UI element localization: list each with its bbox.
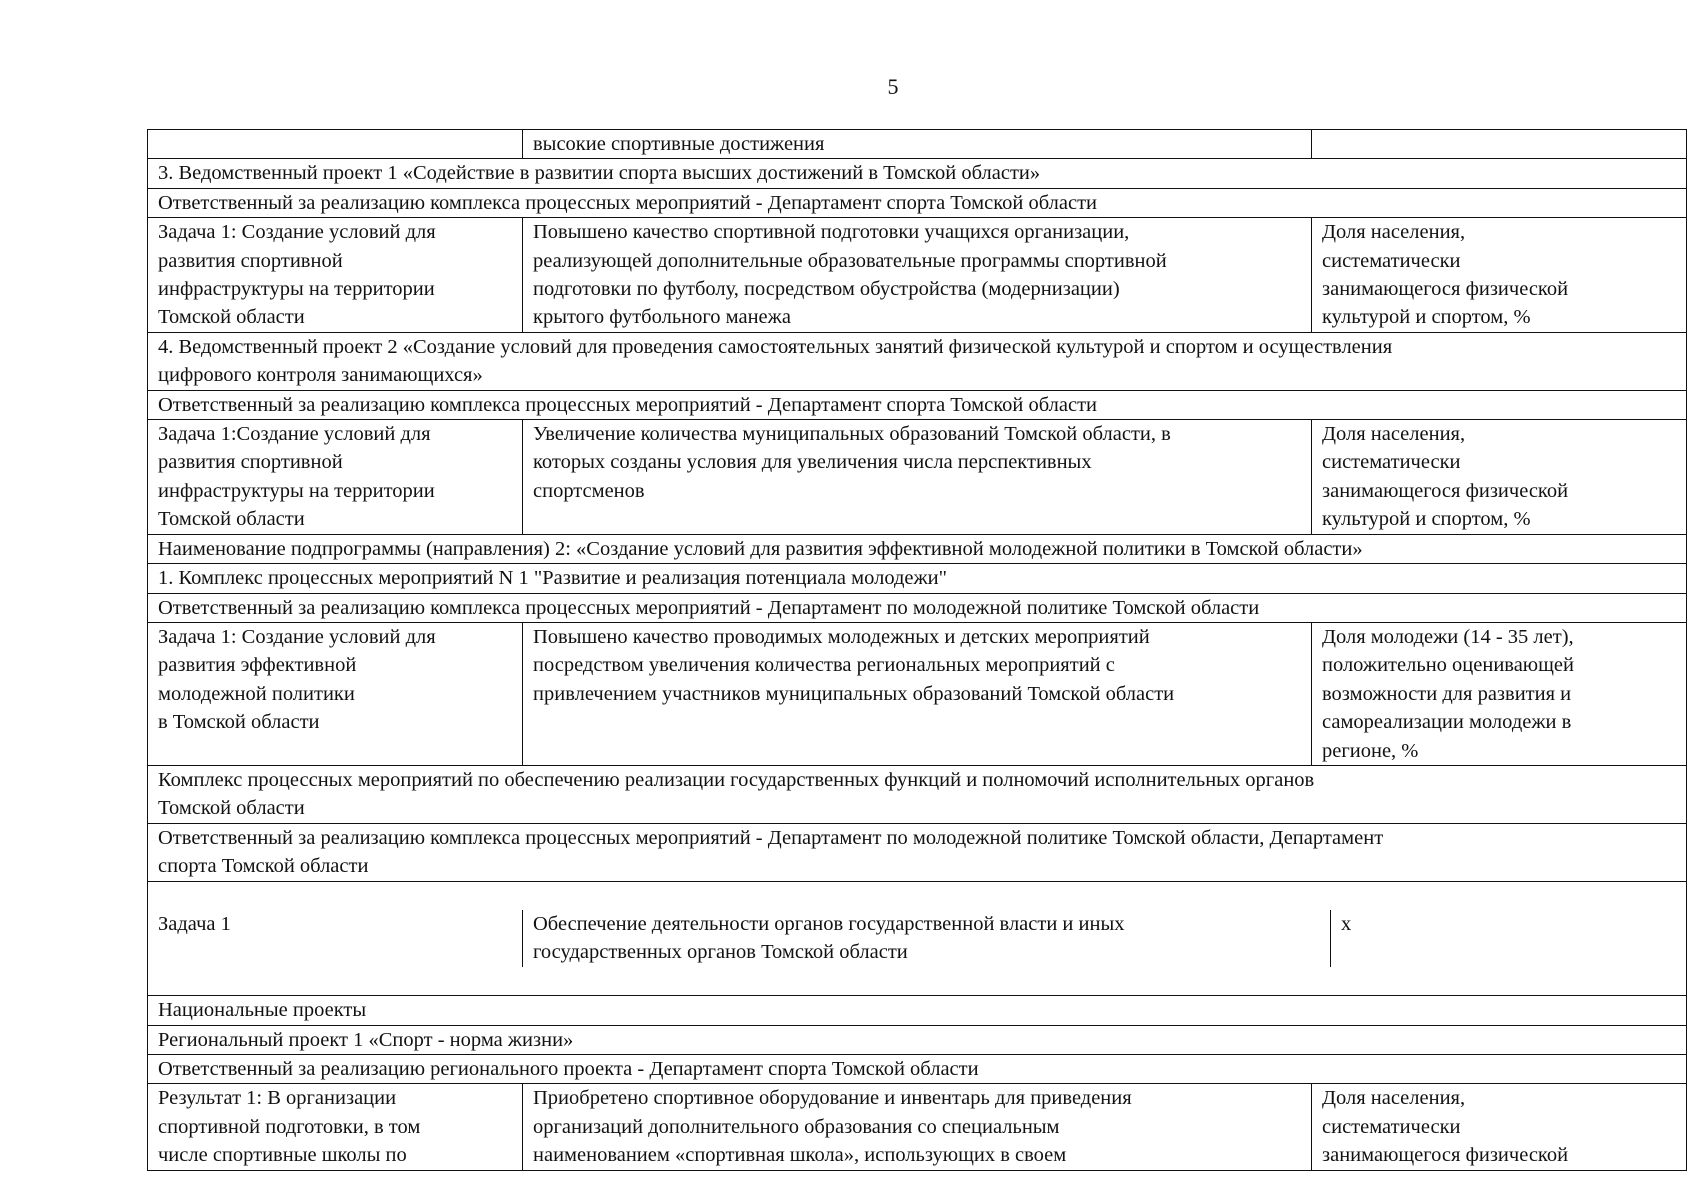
result-cell: Обеспечение деятельности органов государственной власти и иных государственных органов Томской области xyxy=(523,910,1331,967)
table-row xyxy=(148,130,1687,159)
task-cell: Задача 1: Создание условий для развития эффективной молодежной политики в Томской области xyxy=(148,622,523,765)
complex-heading: Комплекс процессных мероприятий по обеспечению реализации государственных функций и полномочий исполнительных органов Томской области xyxy=(148,765,1687,823)
table-row xyxy=(148,1084,1687,1170)
indicator-cell: Доля населения, систематически занимающегося физической культурой и спортом, % xyxy=(1312,218,1687,333)
wide-row-table xyxy=(148,910,1686,967)
task-cell: Задача 1: Создание условий для развития спортивной инфраструктуры на территории Томской области xyxy=(148,218,523,333)
table-row xyxy=(148,159,1687,188)
table-row xyxy=(148,996,1687,1025)
responsible-row: Ответственный за реализацию комплекса процессных мероприятий - Департамент по молодежной политике Томской области xyxy=(148,593,1687,622)
result-cell: Повышено качество проводимых молодежных и детских мероприятий посредством увеличения количества региональных мероприятий с привлечением участников муниципальных образований Томской области xyxy=(523,622,1312,765)
table-row xyxy=(148,564,1687,593)
project-heading: Региональный проект 1 «Спорт - норма жизни» xyxy=(148,1025,1687,1054)
table-row xyxy=(148,622,1687,765)
table-row xyxy=(148,823,1687,881)
indicator-cell: Доля населения, систематически занимающегося физической культурой и спортом, % xyxy=(1312,420,1687,535)
task-cell xyxy=(148,130,523,159)
table-row xyxy=(148,332,1687,390)
result-cell: Увеличение количества муниципальных образований Томской области, в которых созданы условия для увеличения числа перспективных спортсменов xyxy=(523,420,1312,535)
result-cell: высокие спортивные достижения xyxy=(523,130,1312,159)
table-row xyxy=(148,420,1687,535)
table-row xyxy=(148,765,1687,823)
task-cell: Задача 1 xyxy=(148,910,523,967)
indicator-cell: х xyxy=(1341,912,1352,935)
page-number: 5 xyxy=(887,74,899,99)
complex-heading: 1. Комплекс процессных мероприятий N 1 "Развитие и реализация потенциала молодежи" xyxy=(148,564,1687,593)
section-heading: Национальные проекты xyxy=(148,996,1687,1025)
indicator-cell: Доля молодежи (14 - 35 лет), положительно оценивающей возможности для развития и самореализации молодежи в регионе, % xyxy=(1312,622,1687,765)
task-cell: Результат 1: В организации спортивной подготовки, в том числе спортивные школы по xyxy=(148,1084,523,1170)
program-table xyxy=(147,129,1687,1171)
indicator-cell xyxy=(1312,130,1687,159)
indicator-cell: Доля населения, систематически занимающегося физической xyxy=(1312,1084,1687,1170)
responsible-row: Ответственный за реализацию комплекса процессных мероприятий - Департамент спорта Томской области xyxy=(148,188,1687,217)
responsible-row: Ответственный за реализацию комплекса процессных мероприятий - Департамент по молодежной политике Томской области, Департамент спорта Томской области xyxy=(148,823,1687,881)
table-row xyxy=(148,881,1687,996)
responsible-row: Ответственный за реализацию комплекса процессных мероприятий - Департамент спорта Томской области xyxy=(148,390,1687,419)
table-row xyxy=(148,188,1687,217)
table-row xyxy=(148,593,1687,622)
responsible-row: Ответственный за реализацию регионального проекта - Департамент спорта Томской области xyxy=(148,1055,1687,1084)
table-row xyxy=(148,218,1687,333)
task-cell: Задача 1:Создание условий для развития спортивной инфраструктуры на территории Томской области xyxy=(148,420,523,535)
result-cell: Повышено качество спортивной подготовки учащихся организации, реализующей дополнительные образовательные программы спортивной подготовки по футболу, посредством обустройства (модернизации) крытого футбольного манежа xyxy=(523,218,1312,333)
project-heading: 3. Ведомственный проект 1 «Содействие в развитии спорта высших достижений в Томской области» xyxy=(148,159,1687,188)
table-row xyxy=(148,1025,1687,1054)
table-row xyxy=(148,1055,1687,1084)
table-row xyxy=(148,390,1687,419)
table-row xyxy=(148,534,1687,563)
wide-row-wrapper xyxy=(148,881,1687,996)
result-cell: Приобретено спортивное оборудование и инвентарь для приведения организаций дополнительного образования со специальным наименованием «спортивная школа», использующих в своем xyxy=(523,1084,1312,1170)
subprogram-heading: Наименование подпрограммы (направления) 2: «Создание условий для развития эффективной молодежной политики в Томской области» xyxy=(148,534,1687,563)
project-heading: 4. Ведомственный проект 2 «Создание условий для проведения самостоятельных занятий физической культурой и спортом и осуществления цифрового контроля занимающихся» xyxy=(148,332,1687,390)
